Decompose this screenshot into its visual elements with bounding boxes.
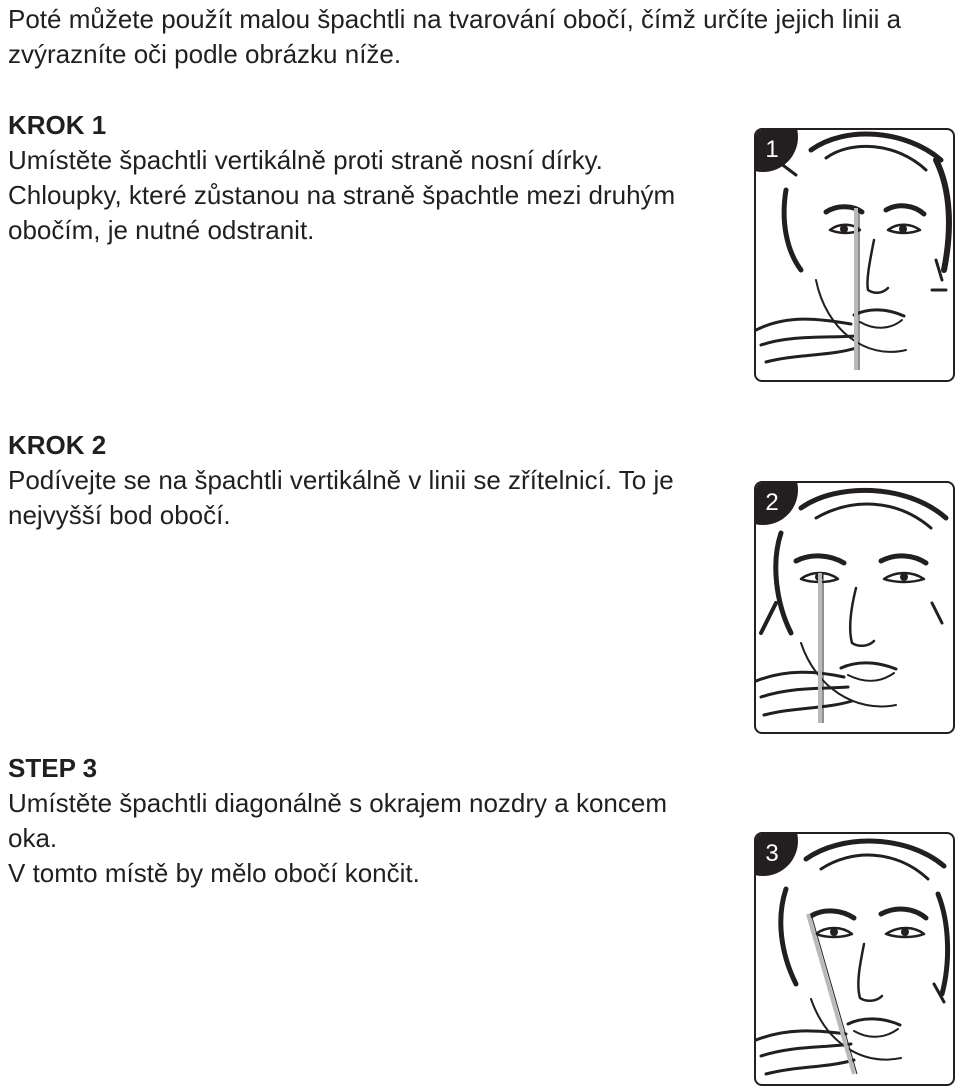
step-1-line-2: Chloupky, které zůstanou na straně špachtle mezi druhým obočím, je nutné odstranit. xyxy=(8,180,676,245)
step-1-line-1: Umístěte špachtli vertikálně proti straně nosní dírky. xyxy=(8,145,603,175)
step-2-illustration xyxy=(754,481,955,734)
face-illustration-icon xyxy=(756,483,953,733)
step-3-badge-number: 3 xyxy=(765,840,779,867)
step-3-illustration xyxy=(754,832,955,1086)
spatula-icon xyxy=(820,573,823,723)
step-1-illustration xyxy=(754,128,955,382)
step-2-badge-number: 2 xyxy=(765,489,779,516)
intro-paragraph: Poté můžete použít malou špachtli na tvarování obočí, čímž určíte jejich linii a zvýrazníte oči podle obrázku níže. xyxy=(8,4,902,69)
step-3-section xyxy=(8,751,708,891)
step-1-badge-number: 1 xyxy=(765,136,779,163)
step-2-section xyxy=(8,428,743,533)
step-1-section xyxy=(8,108,708,248)
spatula-icon xyxy=(856,208,859,370)
step-3-line-1: Umístěte špachtli diagonálně s okrajem nozdry a koncem oka. xyxy=(8,788,667,853)
step-1-heading: KROK 1 xyxy=(8,110,107,140)
face-illustration-icon xyxy=(756,130,953,380)
step-3-heading: STEP 3 xyxy=(8,753,98,783)
step-2-heading: KROK 2 xyxy=(8,430,107,460)
step-3-line-2: V tomto místě by mělo obočí končit. xyxy=(8,858,420,888)
face-illustration-icon xyxy=(756,834,953,1084)
step-2-line-1: Podívejte se na špachtli vertikálně v linii se zřítelnicí. To je nejvyšší bod obočí. xyxy=(8,465,674,530)
